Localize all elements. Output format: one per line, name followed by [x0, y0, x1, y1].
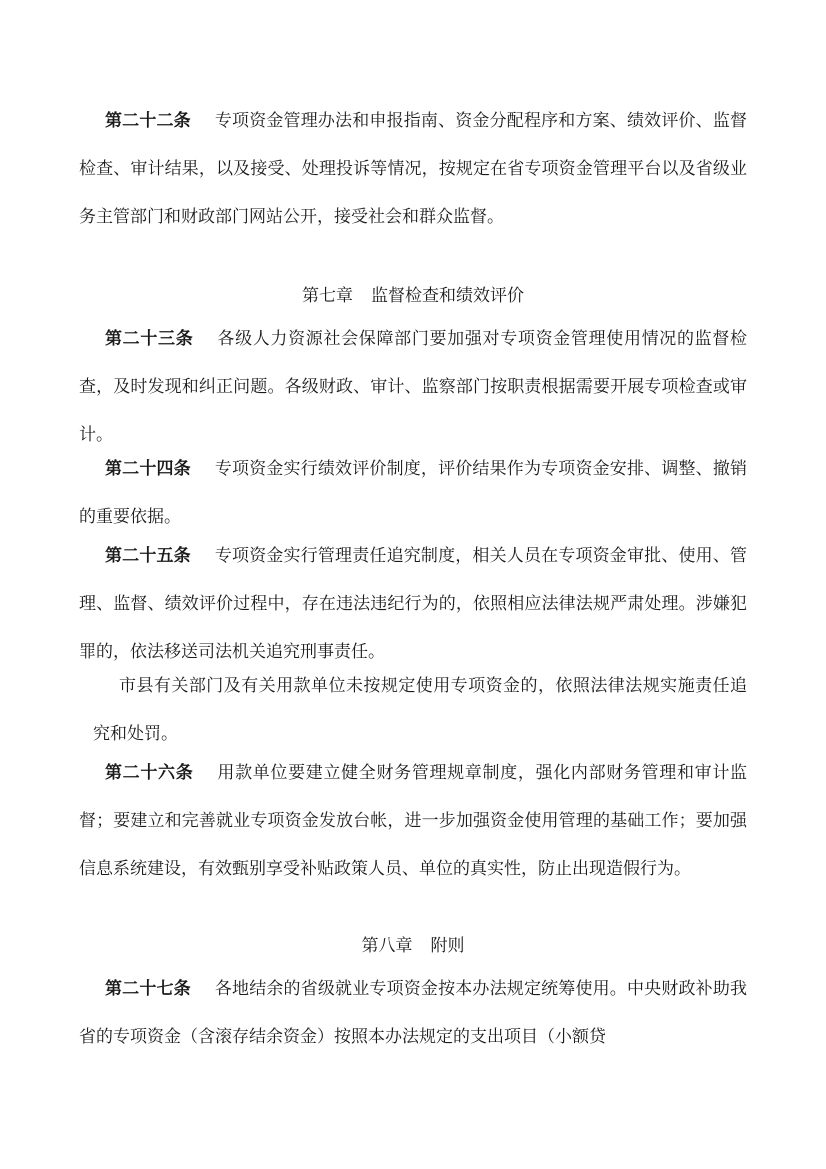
article-text: 各地结余的省级就业专项资金按本办法规定统筹使用。中央财政补助我省的专项资金（含滚存结余资金）按照本办法规定的支出项目（小额贷 — [79, 979, 748, 1047]
article-25 — [79, 532, 747, 676]
article-label: 第二十七条 — [105, 979, 191, 999]
article-label: 第二十五条 — [105, 546, 191, 566]
article-25-paragraph-2 — [93, 662, 747, 758]
article-26 — [79, 749, 747, 893]
article-text: 市县有关部门及有关用款单位未按规定使用专项资金的，依照法律法规实施责任追究和处罚。 — [93, 676, 747, 744]
article-text: 专项资金实行管理责任追究制度，相关人员在专项资金审批、使用、管理、监督、绩效评价过程中，存在违法违纪行为的，依照相应法律法规严肃处理。涉嫌犯罪的，依法移送司法机关追究刑事责任。 — [79, 546, 748, 662]
article-23 — [79, 315, 747, 459]
article-label: 第二十二条 — [105, 111, 191, 131]
article-27 — [79, 965, 747, 1061]
chapter-heading — [79, 922, 747, 970]
article-text: 专项资金实行绩效评价制度，评价结果作为专项资金安排、调整、撤销的重要依据。 — [79, 459, 748, 527]
article-text: 各级人力资源社会保障部门要加强对专项资金管理使用情况的监督检查，及时发现和纠正问题。各级财政、审计、监察部门按职责根据需要开展专项检查或审计。 — [79, 329, 748, 445]
chapter-title: 附则 — [430, 936, 465, 956]
chapter-number: 第七章 — [302, 286, 353, 306]
article-text: 专项资金管理办法和申报指南、资金分配程序和方案、绩效评价、监督检查、审计结果，以及接受、处理投诉等情况，按规定在省专项资金管理平台以及省级业务主管部门和财政部门网站公开，接受社会和群众监督。 — [79, 111, 748, 227]
article-24 — [79, 445, 747, 541]
article-label: 第二十六条 — [105, 763, 194, 783]
chapter-title: 监督检查和绩效评价 — [371, 286, 524, 306]
article-label: 第二十三条 — [105, 329, 194, 349]
article-label: 第二十四条 — [105, 459, 191, 479]
chapter-number: 第八章 — [361, 936, 413, 956]
article-22 — [79, 97, 747, 241]
article-text: 用款单位要建立健全财务管理规章制度，强化内部财务管理和审计监督；要建立和完善就业专项资金发放台帐，进一步加强资金使用管理的基础工作；要加强信息系统建设，有效甄别享受补贴政策人员、单位的真实性，防止出现造假行为。 — [79, 763, 748, 879]
chapter-heading — [79, 272, 747, 320]
